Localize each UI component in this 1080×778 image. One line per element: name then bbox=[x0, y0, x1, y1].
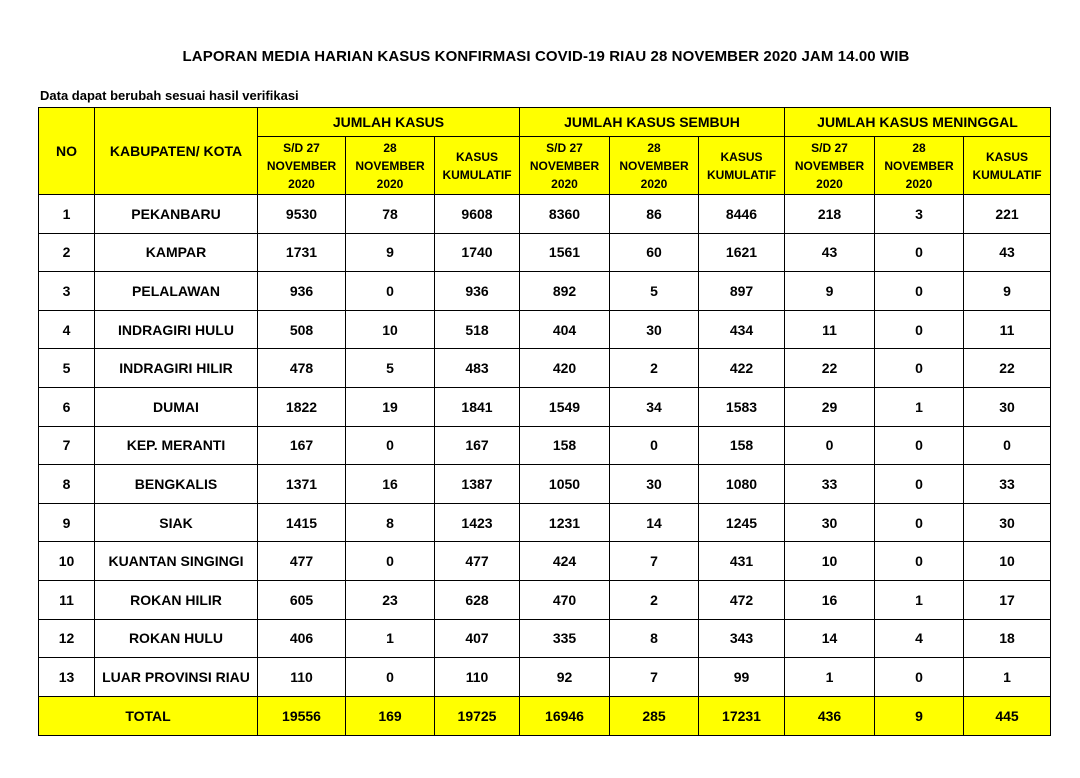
total-value: 436 bbox=[785, 696, 875, 735]
cell-value: 0 bbox=[875, 349, 964, 388]
subheader-line: NOVEMBER bbox=[619, 158, 689, 173]
cell-value: 1 bbox=[964, 658, 1051, 697]
cell-value: 10 bbox=[346, 310, 435, 349]
subheader-line: 2020 bbox=[905, 176, 933, 191]
cell-kabupaten: LUAR PROVINSI RIAU bbox=[95, 658, 258, 697]
cell-value: 60 bbox=[610, 233, 699, 272]
cell-value: 19 bbox=[346, 387, 435, 426]
subheader-sembuh-sd-27-november bbox=[520, 137, 610, 195]
table-row bbox=[39, 426, 1051, 465]
subheader-line: NOVEMBER bbox=[529, 158, 600, 173]
cell-value: 424 bbox=[520, 542, 610, 581]
subheader-line: KASUS bbox=[720, 149, 763, 164]
subheader-line: 28 bbox=[912, 140, 926, 155]
cell-value: 2 bbox=[610, 580, 699, 619]
table-row bbox=[39, 310, 1051, 349]
cell-value: 2 bbox=[610, 349, 699, 388]
cell-no: 6 bbox=[39, 387, 95, 426]
cell-value: 1621 bbox=[699, 233, 785, 272]
total-value: 17231 bbox=[699, 696, 785, 735]
total-value: 19725 bbox=[435, 696, 520, 735]
subheader-line: KASUS bbox=[455, 149, 498, 164]
subheader-meninggal-28-november bbox=[875, 137, 964, 195]
cell-value: 99 bbox=[699, 658, 785, 697]
cell-value: 470 bbox=[520, 580, 610, 619]
subheader-sembuh-kasus-kumulatif bbox=[699, 137, 785, 195]
cell-value: 0 bbox=[785, 426, 875, 465]
table-row bbox=[39, 580, 1051, 619]
subheader-line: KUMULATIF bbox=[442, 167, 512, 182]
cell-kabupaten: KAMPAR bbox=[95, 233, 258, 272]
cell-no: 12 bbox=[39, 619, 95, 658]
total-value: 285 bbox=[610, 696, 699, 735]
subheader-sembuh-28-november bbox=[610, 137, 699, 195]
cell-value: 1 bbox=[346, 619, 435, 658]
cell-value: 0 bbox=[346, 542, 435, 581]
cell-kabupaten: SIAK bbox=[95, 503, 258, 542]
cell-value: 22 bbox=[964, 349, 1051, 388]
cell-value: 0 bbox=[346, 272, 435, 311]
subheader-line: S/D 27 bbox=[546, 140, 583, 155]
header-group-kasus-sembuh: JUMLAH KASUS SEMBUH bbox=[520, 108, 785, 137]
cell-value: 1231 bbox=[520, 503, 610, 542]
cell-kabupaten: ROKAN HILIR bbox=[95, 580, 258, 619]
cell-value: 0 bbox=[875, 542, 964, 581]
subheader-line: KASUS bbox=[985, 149, 1028, 164]
header-group-kasus-meninggal: JUMLAH KASUS MENINGGAL bbox=[785, 108, 1051, 137]
cell-value: 605 bbox=[258, 580, 346, 619]
total-value: 9 bbox=[875, 696, 964, 735]
cell-value: 7 bbox=[610, 542, 699, 581]
cell-kabupaten: PEKANBARU bbox=[95, 195, 258, 234]
cell-value: 78 bbox=[346, 195, 435, 234]
cell-value: 16 bbox=[785, 580, 875, 619]
subheader-line: NOVEMBER bbox=[355, 158, 425, 173]
cell-value: 431 bbox=[699, 542, 785, 581]
table-row bbox=[39, 233, 1051, 272]
cell-value: 1822 bbox=[258, 387, 346, 426]
table-row bbox=[39, 387, 1051, 426]
subheader-line: NOVEMBER bbox=[266, 158, 337, 173]
subheader-kasus-sd-27-november bbox=[258, 137, 346, 195]
cell-value: 43 bbox=[964, 233, 1051, 272]
cell-value: 9530 bbox=[258, 195, 346, 234]
subheader-line: 2020 bbox=[551, 176, 578, 191]
cell-value: 33 bbox=[964, 465, 1051, 504]
cell-no: 13 bbox=[39, 658, 95, 697]
cell-no: 8 bbox=[39, 465, 95, 504]
header-no: NO bbox=[39, 108, 95, 195]
subheader-kasus-kasus-kumulatif bbox=[435, 137, 520, 195]
cell-value: 0 bbox=[875, 658, 964, 697]
cell-value: 1583 bbox=[699, 387, 785, 426]
cell-value: 1561 bbox=[520, 233, 610, 272]
subheader-line: 2020 bbox=[640, 176, 668, 191]
total-row bbox=[39, 696, 1051, 735]
cell-kabupaten: INDRAGIRI HULU bbox=[95, 310, 258, 349]
cell-value: 0 bbox=[964, 426, 1051, 465]
cell-value: 434 bbox=[699, 310, 785, 349]
cell-value: 420 bbox=[520, 349, 610, 388]
cell-value: 0 bbox=[875, 503, 964, 542]
cell-value: 29 bbox=[785, 387, 875, 426]
cell-value: 0 bbox=[875, 310, 964, 349]
cell-value: 0 bbox=[875, 426, 964, 465]
cell-kabupaten: KUANTAN SINGINGI bbox=[95, 542, 258, 581]
cell-value: 897 bbox=[699, 272, 785, 311]
cell-value: 483 bbox=[435, 349, 520, 388]
cell-value: 5 bbox=[610, 272, 699, 311]
subheader-line: 2020 bbox=[816, 176, 843, 191]
report-title: LAPORAN MEDIA HARIAN KASUS KONFIRMASI COVID-19 RIAU 28 NOVEMBER 2020 JAM 14.00 WIB bbox=[182, 48, 910, 65]
cell-kabupaten: KEP. MERANTI bbox=[95, 426, 258, 465]
cell-no: 5 bbox=[39, 349, 95, 388]
cell-value: 1 bbox=[785, 658, 875, 697]
table-row bbox=[39, 465, 1051, 504]
cell-value: 43 bbox=[785, 233, 875, 272]
cell-value: 11 bbox=[964, 310, 1051, 349]
table-row bbox=[39, 503, 1051, 542]
cell-value: 335 bbox=[520, 619, 610, 658]
total-value: 19556 bbox=[258, 696, 346, 735]
cell-value: 16 bbox=[346, 465, 435, 504]
cell-no: 11 bbox=[39, 580, 95, 619]
cell-value: 14 bbox=[785, 619, 875, 658]
cell-value: 110 bbox=[258, 658, 346, 697]
cell-value: 422 bbox=[699, 349, 785, 388]
cell-value: 9608 bbox=[435, 195, 520, 234]
cell-value: 92 bbox=[520, 658, 610, 697]
covid-report-table bbox=[38, 107, 1051, 736]
cell-value: 936 bbox=[435, 272, 520, 311]
cell-no: 4 bbox=[39, 310, 95, 349]
cell-value: 18 bbox=[964, 619, 1051, 658]
cell-value: 936 bbox=[258, 272, 346, 311]
cell-kabupaten: INDRAGIRI HILIR bbox=[95, 349, 258, 388]
subheader-line: NOVEMBER bbox=[884, 158, 954, 173]
subheader-line: S/D 27 bbox=[283, 140, 320, 155]
subheader-line: 2020 bbox=[288, 176, 315, 191]
table-row bbox=[39, 619, 1051, 658]
cell-value: 0 bbox=[875, 272, 964, 311]
cell-value: 1740 bbox=[435, 233, 520, 272]
table-header bbox=[39, 108, 1051, 195]
cell-value: 0 bbox=[875, 233, 964, 272]
cell-value: 343 bbox=[699, 619, 785, 658]
cell-value: 478 bbox=[258, 349, 346, 388]
cell-value: 158 bbox=[699, 426, 785, 465]
cell-value: 5 bbox=[346, 349, 435, 388]
total-value: 445 bbox=[964, 696, 1051, 735]
subheader-line: S/D 27 bbox=[811, 140, 848, 155]
table-row bbox=[39, 272, 1051, 311]
cell-value: 9 bbox=[964, 272, 1051, 311]
subheader-line: 28 bbox=[383, 140, 397, 155]
cell-no: 10 bbox=[39, 542, 95, 581]
subheader-meninggal-sd-27-november bbox=[785, 137, 875, 195]
cell-value: 477 bbox=[258, 542, 346, 581]
cell-value: 22 bbox=[785, 349, 875, 388]
cell-value: 1 bbox=[875, 387, 964, 426]
total-label: TOTAL bbox=[39, 696, 258, 735]
cell-value: 221 bbox=[964, 195, 1051, 234]
cell-value: 477 bbox=[435, 542, 520, 581]
cell-value: 1 bbox=[875, 580, 964, 619]
cell-value: 0 bbox=[346, 658, 435, 697]
subheader-line: KUMULATIF bbox=[706, 167, 777, 182]
cell-value: 0 bbox=[346, 426, 435, 465]
cell-value: 9 bbox=[785, 272, 875, 311]
cell-kabupaten: ROKAN HULU bbox=[95, 619, 258, 658]
cell-kabupaten: BENGKALIS bbox=[95, 465, 258, 504]
cell-no: 3 bbox=[39, 272, 95, 311]
cell-value: 14 bbox=[610, 503, 699, 542]
cell-value: 8 bbox=[346, 503, 435, 542]
cell-value: 11 bbox=[785, 310, 875, 349]
cell-value: 17 bbox=[964, 580, 1051, 619]
cell-value: 8360 bbox=[520, 195, 610, 234]
cell-value: 508 bbox=[258, 310, 346, 349]
cell-value: 1415 bbox=[258, 503, 346, 542]
cell-value: 1245 bbox=[699, 503, 785, 542]
cell-value: 0 bbox=[610, 426, 699, 465]
table-row bbox=[39, 658, 1051, 697]
cell-value: 1371 bbox=[258, 465, 346, 504]
cell-value: 3 bbox=[875, 195, 964, 234]
cell-value: 30 bbox=[964, 503, 1051, 542]
verification-note: Data dapat berubah sesuai hasil verifikasi bbox=[40, 88, 299, 103]
cell-no: 9 bbox=[39, 503, 95, 542]
subheader-line: KUMULATIF bbox=[972, 167, 1042, 182]
cell-value: 158 bbox=[520, 426, 610, 465]
cell-value: 30 bbox=[610, 465, 699, 504]
cell-value: 1423 bbox=[435, 503, 520, 542]
cell-value: 30 bbox=[610, 310, 699, 349]
cell-value: 472 bbox=[699, 580, 785, 619]
cell-value: 407 bbox=[435, 619, 520, 658]
cell-value: 892 bbox=[520, 272, 610, 311]
cell-value: 167 bbox=[435, 426, 520, 465]
cell-value: 7 bbox=[610, 658, 699, 697]
cell-value: 110 bbox=[435, 658, 520, 697]
table-body bbox=[39, 195, 1051, 736]
cell-value: 1080 bbox=[699, 465, 785, 504]
subheader-meninggal-kasus-kumulatif bbox=[964, 137, 1051, 195]
cell-value: 404 bbox=[520, 310, 610, 349]
cell-value: 33 bbox=[785, 465, 875, 504]
cell-no: 1 bbox=[39, 195, 95, 234]
cell-value: 218 bbox=[785, 195, 875, 234]
cell-value: 34 bbox=[610, 387, 699, 426]
header-group-jumlah-kasus: JUMLAH KASUS bbox=[258, 108, 520, 137]
cell-value: 8 bbox=[610, 619, 699, 658]
cell-no: 2 bbox=[39, 233, 95, 272]
table-row bbox=[39, 349, 1051, 388]
cell-value: 0 bbox=[875, 465, 964, 504]
subheader-line: NOVEMBER bbox=[794, 158, 865, 173]
cell-kabupaten: PELALAWAN bbox=[95, 272, 258, 311]
cell-value: 518 bbox=[435, 310, 520, 349]
cell-no: 7 bbox=[39, 426, 95, 465]
table-row bbox=[39, 542, 1051, 581]
cell-value: 8446 bbox=[699, 195, 785, 234]
cell-value: 1549 bbox=[520, 387, 610, 426]
subheader-line: 2020 bbox=[376, 176, 404, 191]
cell-value: 30 bbox=[964, 387, 1051, 426]
total-value: 169 bbox=[346, 696, 435, 735]
cell-value: 10 bbox=[964, 542, 1051, 581]
cell-value: 23 bbox=[346, 580, 435, 619]
subheader-kasus-28-november bbox=[346, 137, 435, 195]
cell-value: 86 bbox=[610, 195, 699, 234]
total-value: 16946 bbox=[520, 696, 610, 735]
cell-kabupaten: DUMAI bbox=[95, 387, 258, 426]
cell-value: 9 bbox=[346, 233, 435, 272]
cell-value: 167 bbox=[258, 426, 346, 465]
cell-value: 628 bbox=[435, 580, 520, 619]
cell-value: 406 bbox=[258, 619, 346, 658]
cell-value: 1841 bbox=[435, 387, 520, 426]
cell-value: 4 bbox=[875, 619, 964, 658]
cell-value: 30 bbox=[785, 503, 875, 542]
header-kabupaten: KABUPATEN/ KOTA bbox=[95, 108, 258, 195]
table-row bbox=[39, 195, 1051, 234]
cell-value: 1387 bbox=[435, 465, 520, 504]
subheader-line: 28 bbox=[647, 140, 661, 155]
cell-value: 1731 bbox=[258, 233, 346, 272]
cell-value: 1050 bbox=[520, 465, 610, 504]
cell-value: 10 bbox=[785, 542, 875, 581]
